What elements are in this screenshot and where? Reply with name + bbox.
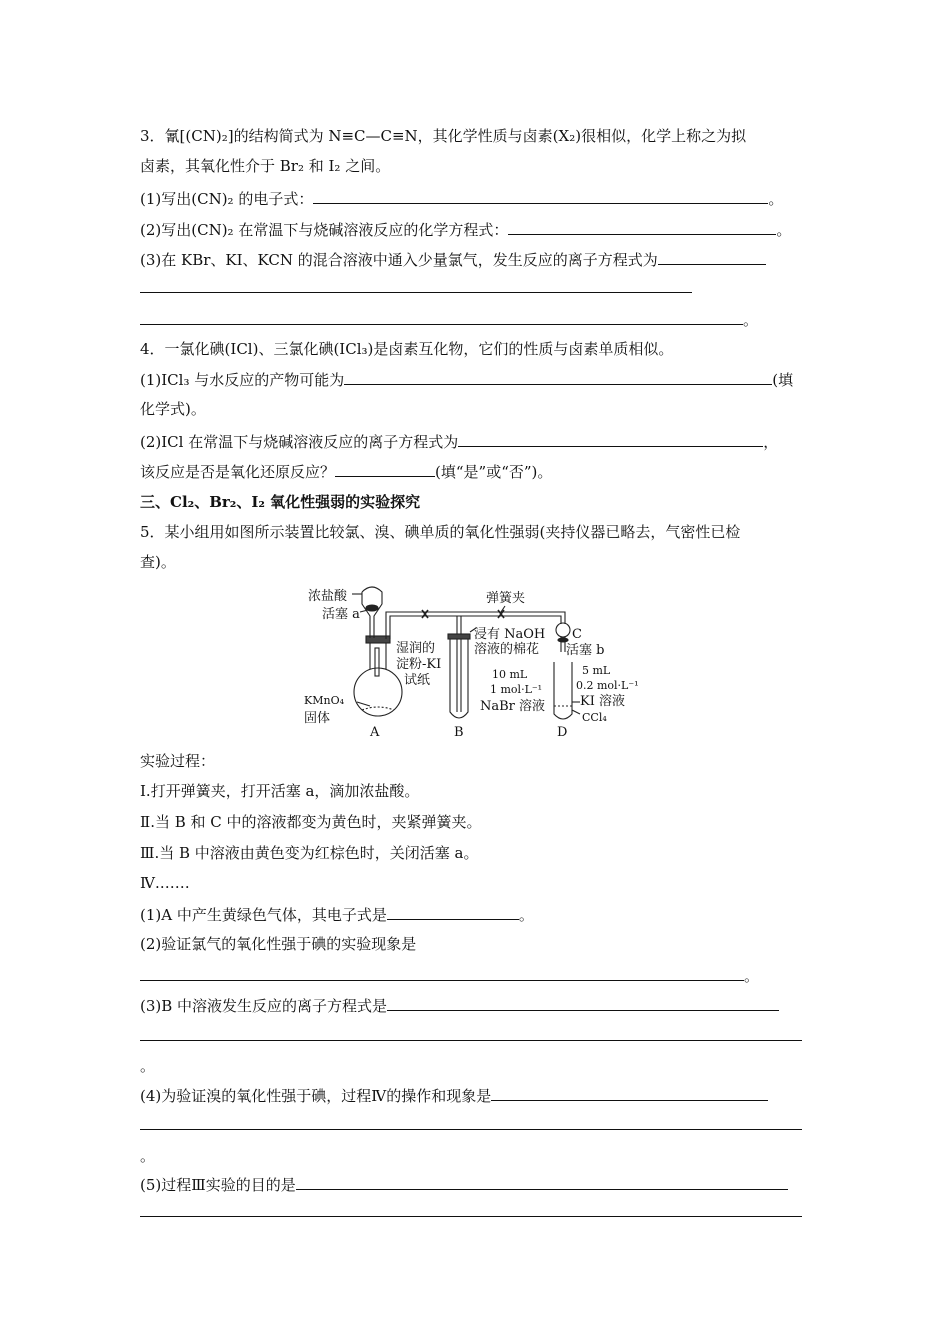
flask-a-body [354, 668, 402, 716]
q3-part3-answer-line3[interactable] [140, 309, 743, 325]
q3-part2-answer-blank[interactable] [508, 219, 776, 235]
label-wet-paper-3: 试纸 [404, 673, 431, 688]
q4-part2-question: 该反应是否是氧化还原反应？ [140, 463, 336, 481]
label-b: B [454, 725, 464, 740]
q3-part3-answer-blank[interactable] [658, 249, 766, 265]
q4-part2 [140, 431, 778, 452]
starch-ki-paper [375, 648, 379, 676]
test-tube-d [554, 662, 572, 719]
kmno4-solid [362, 707, 394, 710]
label-d-solution: KI 溶液 [580, 694, 625, 709]
q5-step-2: Ⅱ.当 B 和 C 中的溶液都变为黄色时，夹紧弹簧夹。 [140, 813, 482, 831]
q5-part3 [140, 995, 779, 1016]
q5-part2: (2)验证氯气的氧化性强于碘的实验现象是 [140, 935, 417, 953]
label-d-volume: 5 mL [582, 664, 611, 677]
q5-part4-answer-line2[interactable] [140, 1129, 802, 1130]
q5-part5-answer-blank[interactable] [296, 1174, 788, 1190]
q5-step-1: Ⅰ.打开弹簧夹，打开活塞 a，滴加浓盐酸。 [140, 782, 420, 800]
label-wet-paper-1: 湿润的 [396, 641, 436, 656]
q5-part5 [140, 1174, 788, 1195]
q3-part1-period: 。 [768, 190, 784, 208]
q3-part1-text: (1)写出(CN)₂ 的电子式： [140, 190, 314, 208]
label-stopcock-a: 活塞 a [322, 607, 360, 622]
q5-part4-answer-blank[interactable] [491, 1085, 768, 1101]
q5-part2-answer [140, 965, 759, 986]
apparatus-diagram [300, 582, 660, 740]
q5-line2: 查)。 [140, 553, 176, 571]
q5-part1-period: 。 [518, 906, 534, 924]
q4-part1 [140, 369, 793, 390]
section3-heading: 三、Cl₂、Br₂、I₂ 氧化性强弱的实验探究 [140, 493, 421, 511]
q5-step-3: Ⅲ.当 B 中溶液由黄色变为红棕色时，关闭活塞 a。 [140, 844, 479, 862]
q5-part1-text: (1)A 中产生黄绿色气体，其电子式是 [140, 906, 387, 924]
q4-part2-cont [140, 461, 552, 482]
label-d: D [557, 725, 568, 740]
q4-part2-tail: ， [763, 433, 779, 451]
separatory-funnel-left [362, 592, 370, 638]
q5-part4-text: (4)为验证溴的氧化性强于碘，过程Ⅳ的操作和现象是 [140, 1087, 492, 1105]
tube-to-b [457, 616, 461, 712]
label-b-concentration: 1 mol·L⁻¹ [490, 683, 543, 696]
q3-part3-period: 。 [743, 311, 759, 329]
q3-part2 [140, 219, 791, 240]
label-ccl4: CCl₄ [582, 711, 607, 724]
test-tube-b [450, 638, 468, 718]
q3-part2-text: (2)写出(CN)₂ 在常温下与烧碱溶液反应的化学方程式： [140, 221, 509, 239]
q5-part1-answer-blank[interactable] [387, 904, 519, 920]
separatory-funnel [362, 587, 382, 638]
label-naoh-1: 浸有 NaOH [474, 627, 546, 642]
q5-part5-answer-line2[interactable] [140, 1216, 802, 1217]
label-d-concentration: 0.2 mol·L⁻¹ [576, 679, 639, 692]
leader-ccl4 [572, 710, 580, 714]
stopcock-b-handle [558, 638, 568, 642]
q5-part3-answer-line2[interactable] [140, 1040, 802, 1041]
q4-part2-hint: (填“是”或“否”)。 [435, 463, 553, 481]
q5-part4-period: 。 [140, 1147, 156, 1165]
flask-a-neck [370, 642, 386, 669]
label-solid: 固体 [304, 711, 331, 726]
label-b-volume: 10 mL [492, 668, 528, 681]
bulb-c [556, 623, 570, 637]
q5-part2-answer-blank[interactable] [140, 965, 744, 981]
q5-step-4: Ⅳ.…… [140, 874, 190, 892]
q5-part3-answer-blank[interactable] [387, 995, 779, 1011]
q4-part2-text: (2)ICl 在常温下与烧碱溶液反应的离子方程式为 [140, 433, 459, 451]
label-a: A [370, 725, 380, 740]
q5-part2-period: 。 [744, 967, 760, 985]
q5-part3-text: (3)B 中溶液发生反应的离子方程式是 [140, 997, 388, 1015]
q4-part2-answer-blank[interactable] [458, 431, 763, 447]
q5-part5-text: (5)过程Ⅲ实验的目的是 [140, 1176, 296, 1194]
q3-part3-answer-line2[interactable] [140, 292, 692, 293]
q4-part1-tail: (填 [772, 371, 794, 389]
q4-part1-cont: 化学式)。 [140, 400, 206, 418]
q5-part1 [140, 904, 534, 925]
q4-part2-yesno-blank[interactable] [335, 461, 435, 477]
q3-part3-last [140, 309, 758, 330]
q5-part3-period: 。 [140, 1057, 156, 1075]
leader-kmno4 [357, 702, 370, 706]
test-tube-b-stopper [448, 634, 470, 639]
label-wet-paper-2: 淀粉-KI [396, 657, 442, 672]
label-naoh-2: 溶液的棉花 [474, 642, 540, 657]
q3-part3 [140, 249, 766, 270]
label-conc-hcl: 浓盐酸 [308, 589, 348, 604]
q5-line1: 5．某小组用如图所示装置比较氯、溴、碘单质的氧化性强弱(夹持仪器已略去，气密性已检 [140, 523, 741, 541]
q4-part1-text: (1)ICl₃ 与水反应的产物可能为 [140, 371, 345, 389]
q3-part1 [140, 188, 783, 209]
q3-part2-period: 。 [776, 221, 792, 239]
q4-line1: 4．一氯化碘(ICl)、三氯化碘(ICl₃)是卤素互化物，它们的性质与卤素单质相似。 [140, 340, 674, 358]
q3-line2: 卤素，其氧化性介于 Br₂ 和 I₂ 之间。 [140, 157, 391, 175]
label-kmno4: KMnO₄ [304, 694, 344, 707]
q3-line1: 3．氰[(CN)₂]的结构简式为 N≡C—C≡N，其化学性质与卤素(X₂)很相似，化学上称之为拟 [140, 127, 747, 145]
q4-part1-answer-blank[interactable] [344, 369, 772, 385]
label-c: C [572, 627, 582, 642]
q5-process-title: 实验过程： [140, 752, 216, 770]
label-spring-clip: 弹簧夹 [486, 591, 526, 606]
q3-part1-answer-blank[interactable] [313, 188, 768, 204]
q3-part3-text: (3)在 KBr、KI、KCN 的混合溶液中通入少量氯气，发生反应的离子方程式为 [140, 251, 658, 269]
label-stopcock-b: 活塞 b [566, 643, 605, 658]
label-b-solution: NaBr 溶液 [480, 699, 546, 714]
q5-part4 [140, 1085, 768, 1106]
tube-clip-1 [422, 610, 428, 618]
